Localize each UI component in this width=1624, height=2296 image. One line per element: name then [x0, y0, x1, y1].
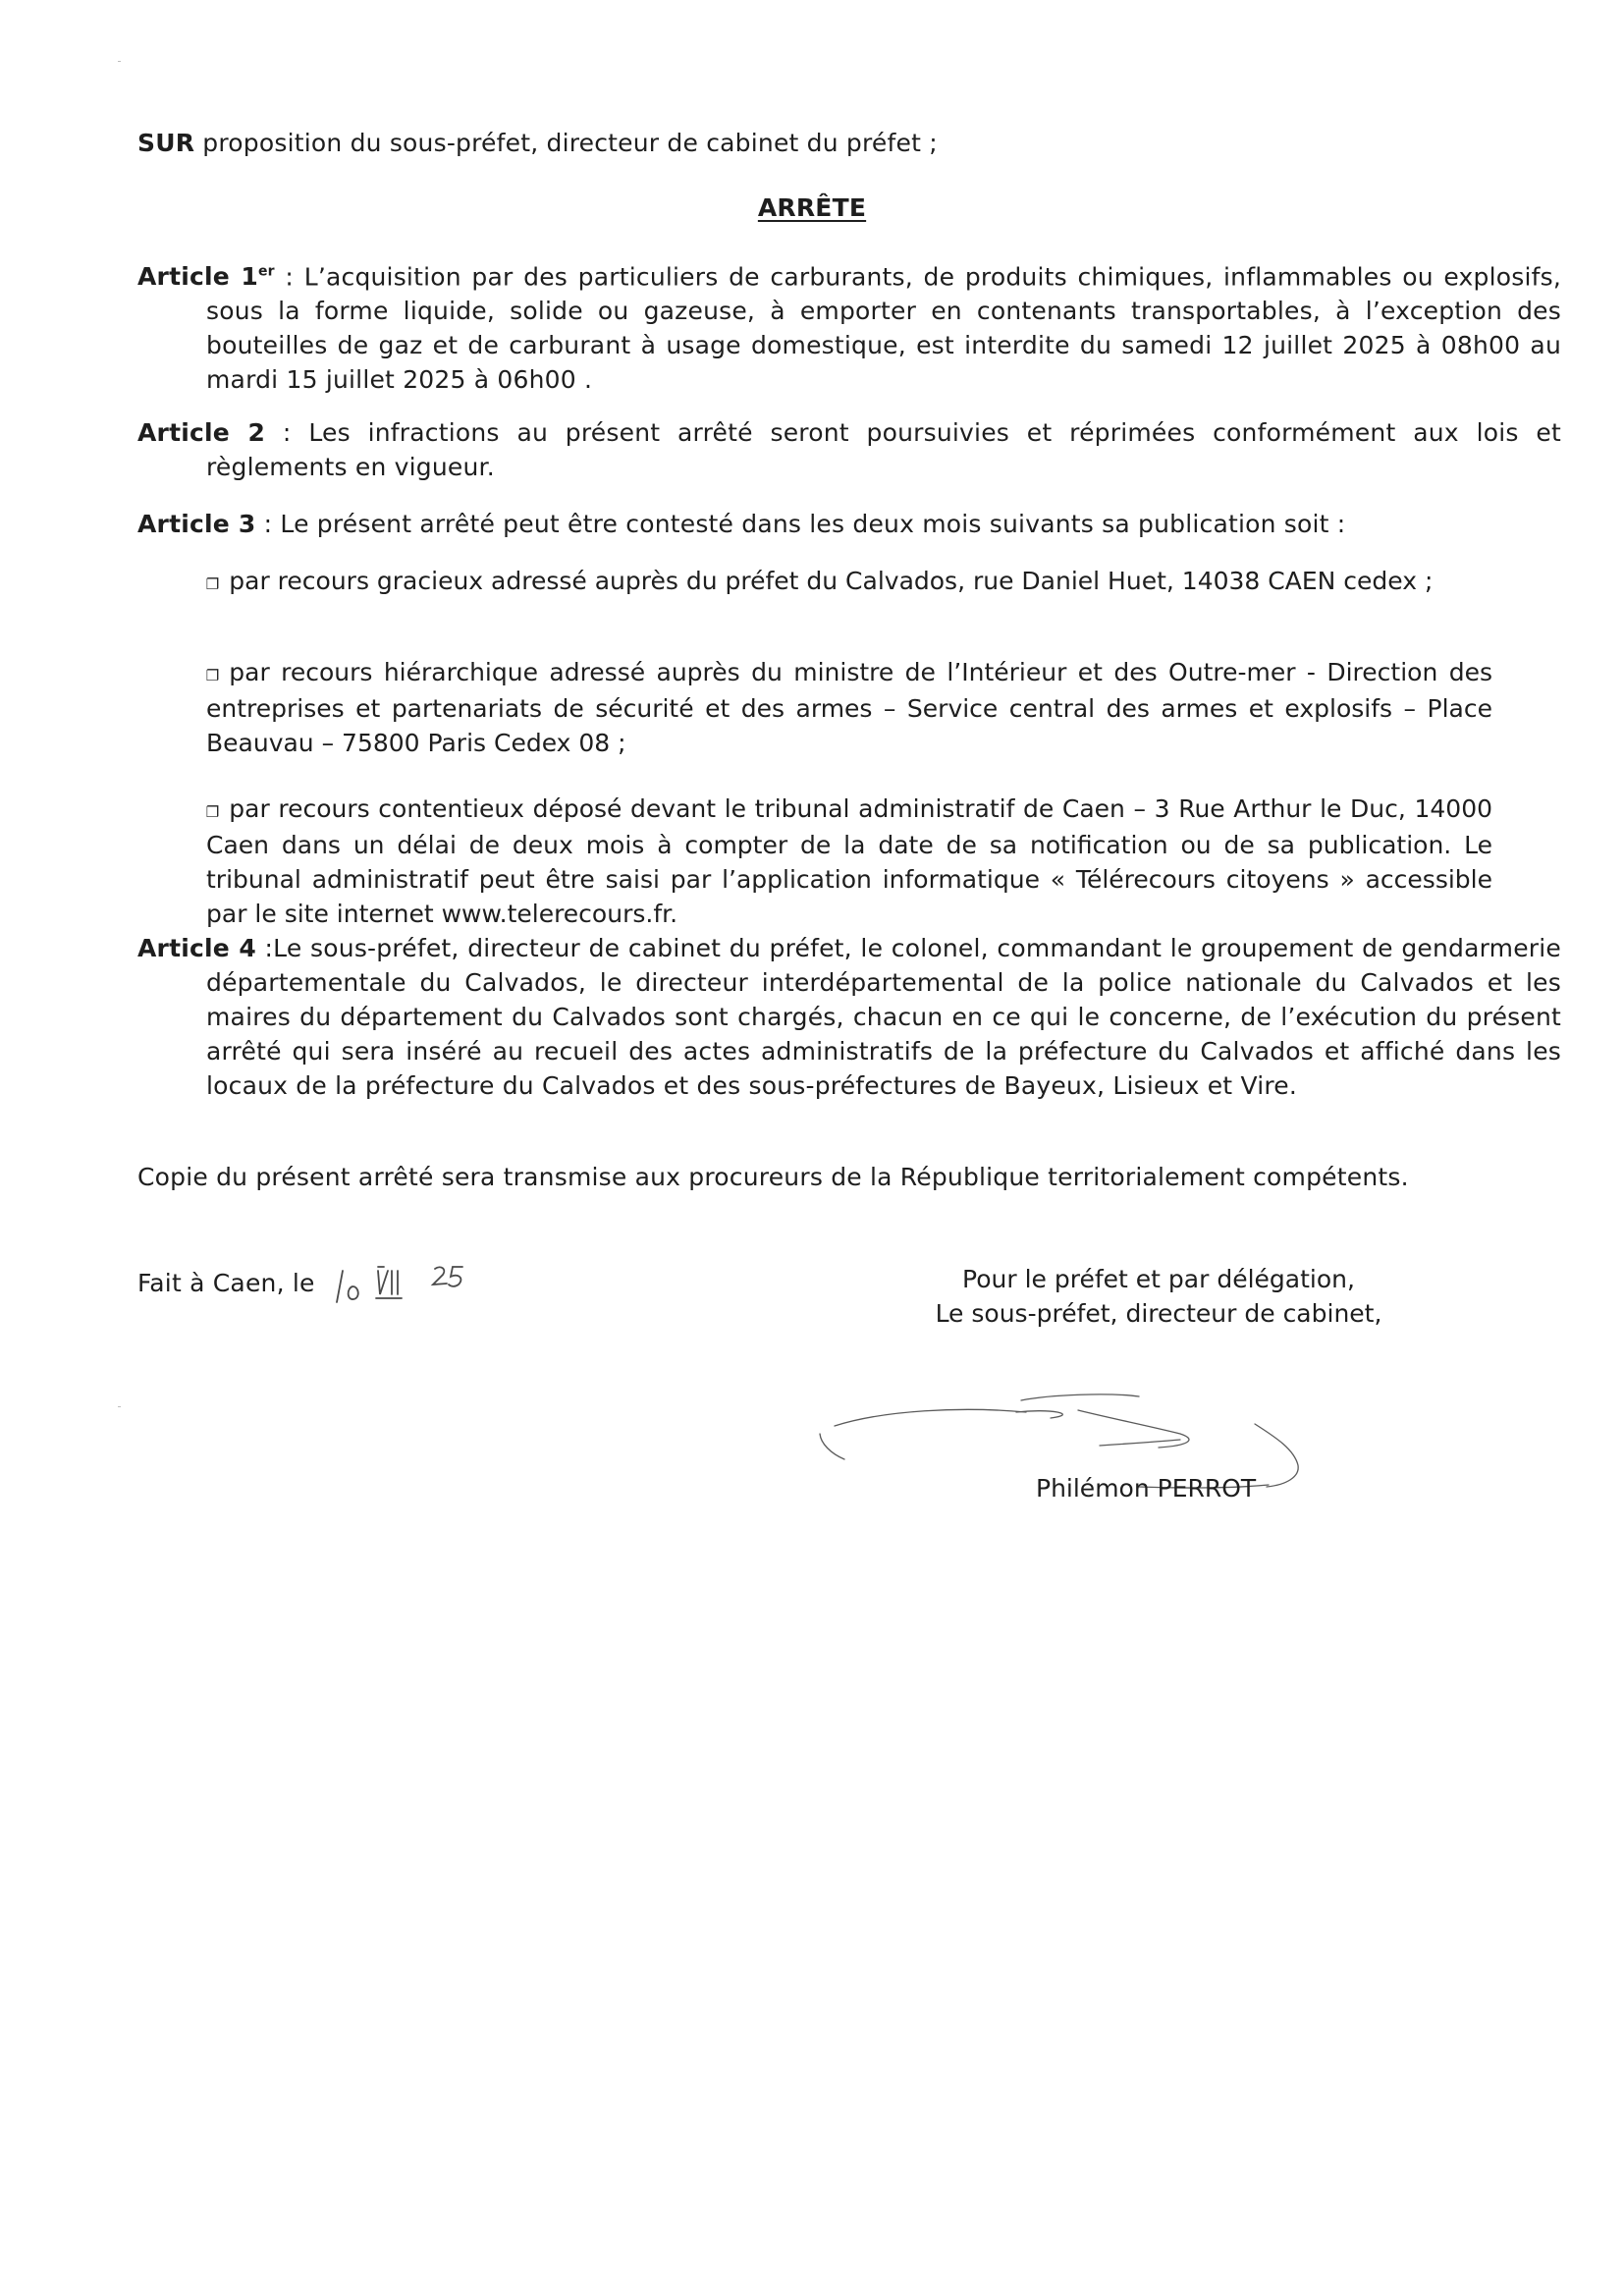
article-3-text: Le présent arrêté peut être contesté dans les deux mois suivants sa publication soit :	[280, 510, 1346, 538]
article-4-text: Le sous-préfet, directeur de cabinet du préfet, le colonel, commandant le groupement de gendarmerie départementale du Calvados, le directeur interdépartemental de la police nationale du Calvados et les maires du département du Calvados sont chargés, chacun en ce qui le concerne, de l’exécution du présent arrêté qui sera inséré au recueil des actes administratifs de la préfecture du Calvados et affiché dans les locaux de la préfecture du Calvados et des sous-préfectures de Bayeux, Lisieux et Vire.	[206, 934, 1561, 1100]
appeal-option-text: par recours contentieux déposé devant le tribunal administratif de Caen – 3 Rue Arthur le Duc, 14000 Caen dans un délai de deux mois à compter de la date de sa notification ou de sa publication. Le tribunal administratif peut être saisi par l’application informatique « Télérecours citoyens » accessible par le site internet www.telerecours.fr.	[206, 794, 1492, 928]
article-4	[137, 931, 1561, 1103]
article-1-sep: :	[274, 262, 304, 292]
article-1-text: L’acquisition par des particuliers de carburants, de produits chimiques, inflammables ou explosifs, sous la forme liquide, solide ou gazeuse, à emporter en contenants transportables, à l’exception des bouteilles de gaz et de carburant à usage domestique, est interdite du samedi 12 juillet 2025 à 08h00 au mardi 15 juillet 2025 à 06h00 .	[206, 262, 1561, 395]
scan-speck	[118, 1406, 121, 1407]
article-2-label: Article 2	[137, 418, 266, 447]
decree-heading	[0, 191, 1624, 225]
copy-notice	[137, 1160, 1492, 1194]
checkbox-icon: ❐	[206, 798, 220, 823]
checkbox-icon: ❐	[206, 662, 220, 686]
proposal-line	[137, 126, 1492, 160]
appeal-option-text: par recours gracieux adressé auprès du préfet du Calvados, rue Daniel Huet, 14038 CAEN cedex ;	[229, 567, 1434, 595]
sur-text: proposition du sous-préfet, directeur de cabinet du préfet ;	[194, 129, 938, 157]
article-3-label: Article 3	[137, 510, 256, 538]
delegation-line-1: Pour le préfet et par délégation,	[962, 1265, 1355, 1293]
heading-text: ARRÊTE	[757, 193, 867, 222]
appeal-option-contentieux	[206, 792, 1492, 931]
article-3-sep: :	[255, 510, 281, 538]
article-2	[137, 415, 1561, 484]
article-1-sup: er	[257, 264, 275, 280]
checkbox-icon: ❐	[206, 571, 220, 595]
appeal-option-hierarchique	[206, 655, 1492, 760]
article-4-label: Article 4	[137, 934, 256, 962]
delegation-block	[884, 1262, 1434, 1331]
scan-speck	[118, 61, 121, 62]
article-4-sep: :	[255, 934, 274, 962]
article-3	[137, 507, 1492, 541]
place-date-text: Fait à Caen, le	[137, 1269, 315, 1297]
article-1	[137, 255, 1561, 397]
article-2-sep: :	[265, 418, 309, 447]
delegation-line-2: Le sous-préfet, directeur de cabinet,	[935, 1299, 1382, 1328]
article-1-label-text: Article 1	[137, 262, 258, 292]
article-1-label	[137, 262, 275, 291]
article-2-text: Les infractions au présent arrêté seront poursuivies et réprimées conformément aux lois et règlements en vigueur.	[206, 418, 1561, 481]
appeal-option-text: par recours hiérarchique adressé auprès du ministre de l’Intérieur et des Outre-mer - Direction des entreprises et partenariats de sécurité et des armes – Service central des armes et explosifs – Place Beauvau – 75800 Paris Cedex 08 ;	[206, 658, 1492, 757]
sur-label: SUR	[137, 129, 195, 157]
appeal-option-gracieux	[206, 564, 1492, 600]
copy-notice-text: Copie du présent arrêté sera transmise aux procureurs de la République territorialement compétents.	[137, 1163, 1409, 1191]
handwritten-date	[329, 1257, 501, 1316]
signatory-name: Philémon PERROT	[1036, 1474, 1257, 1503]
